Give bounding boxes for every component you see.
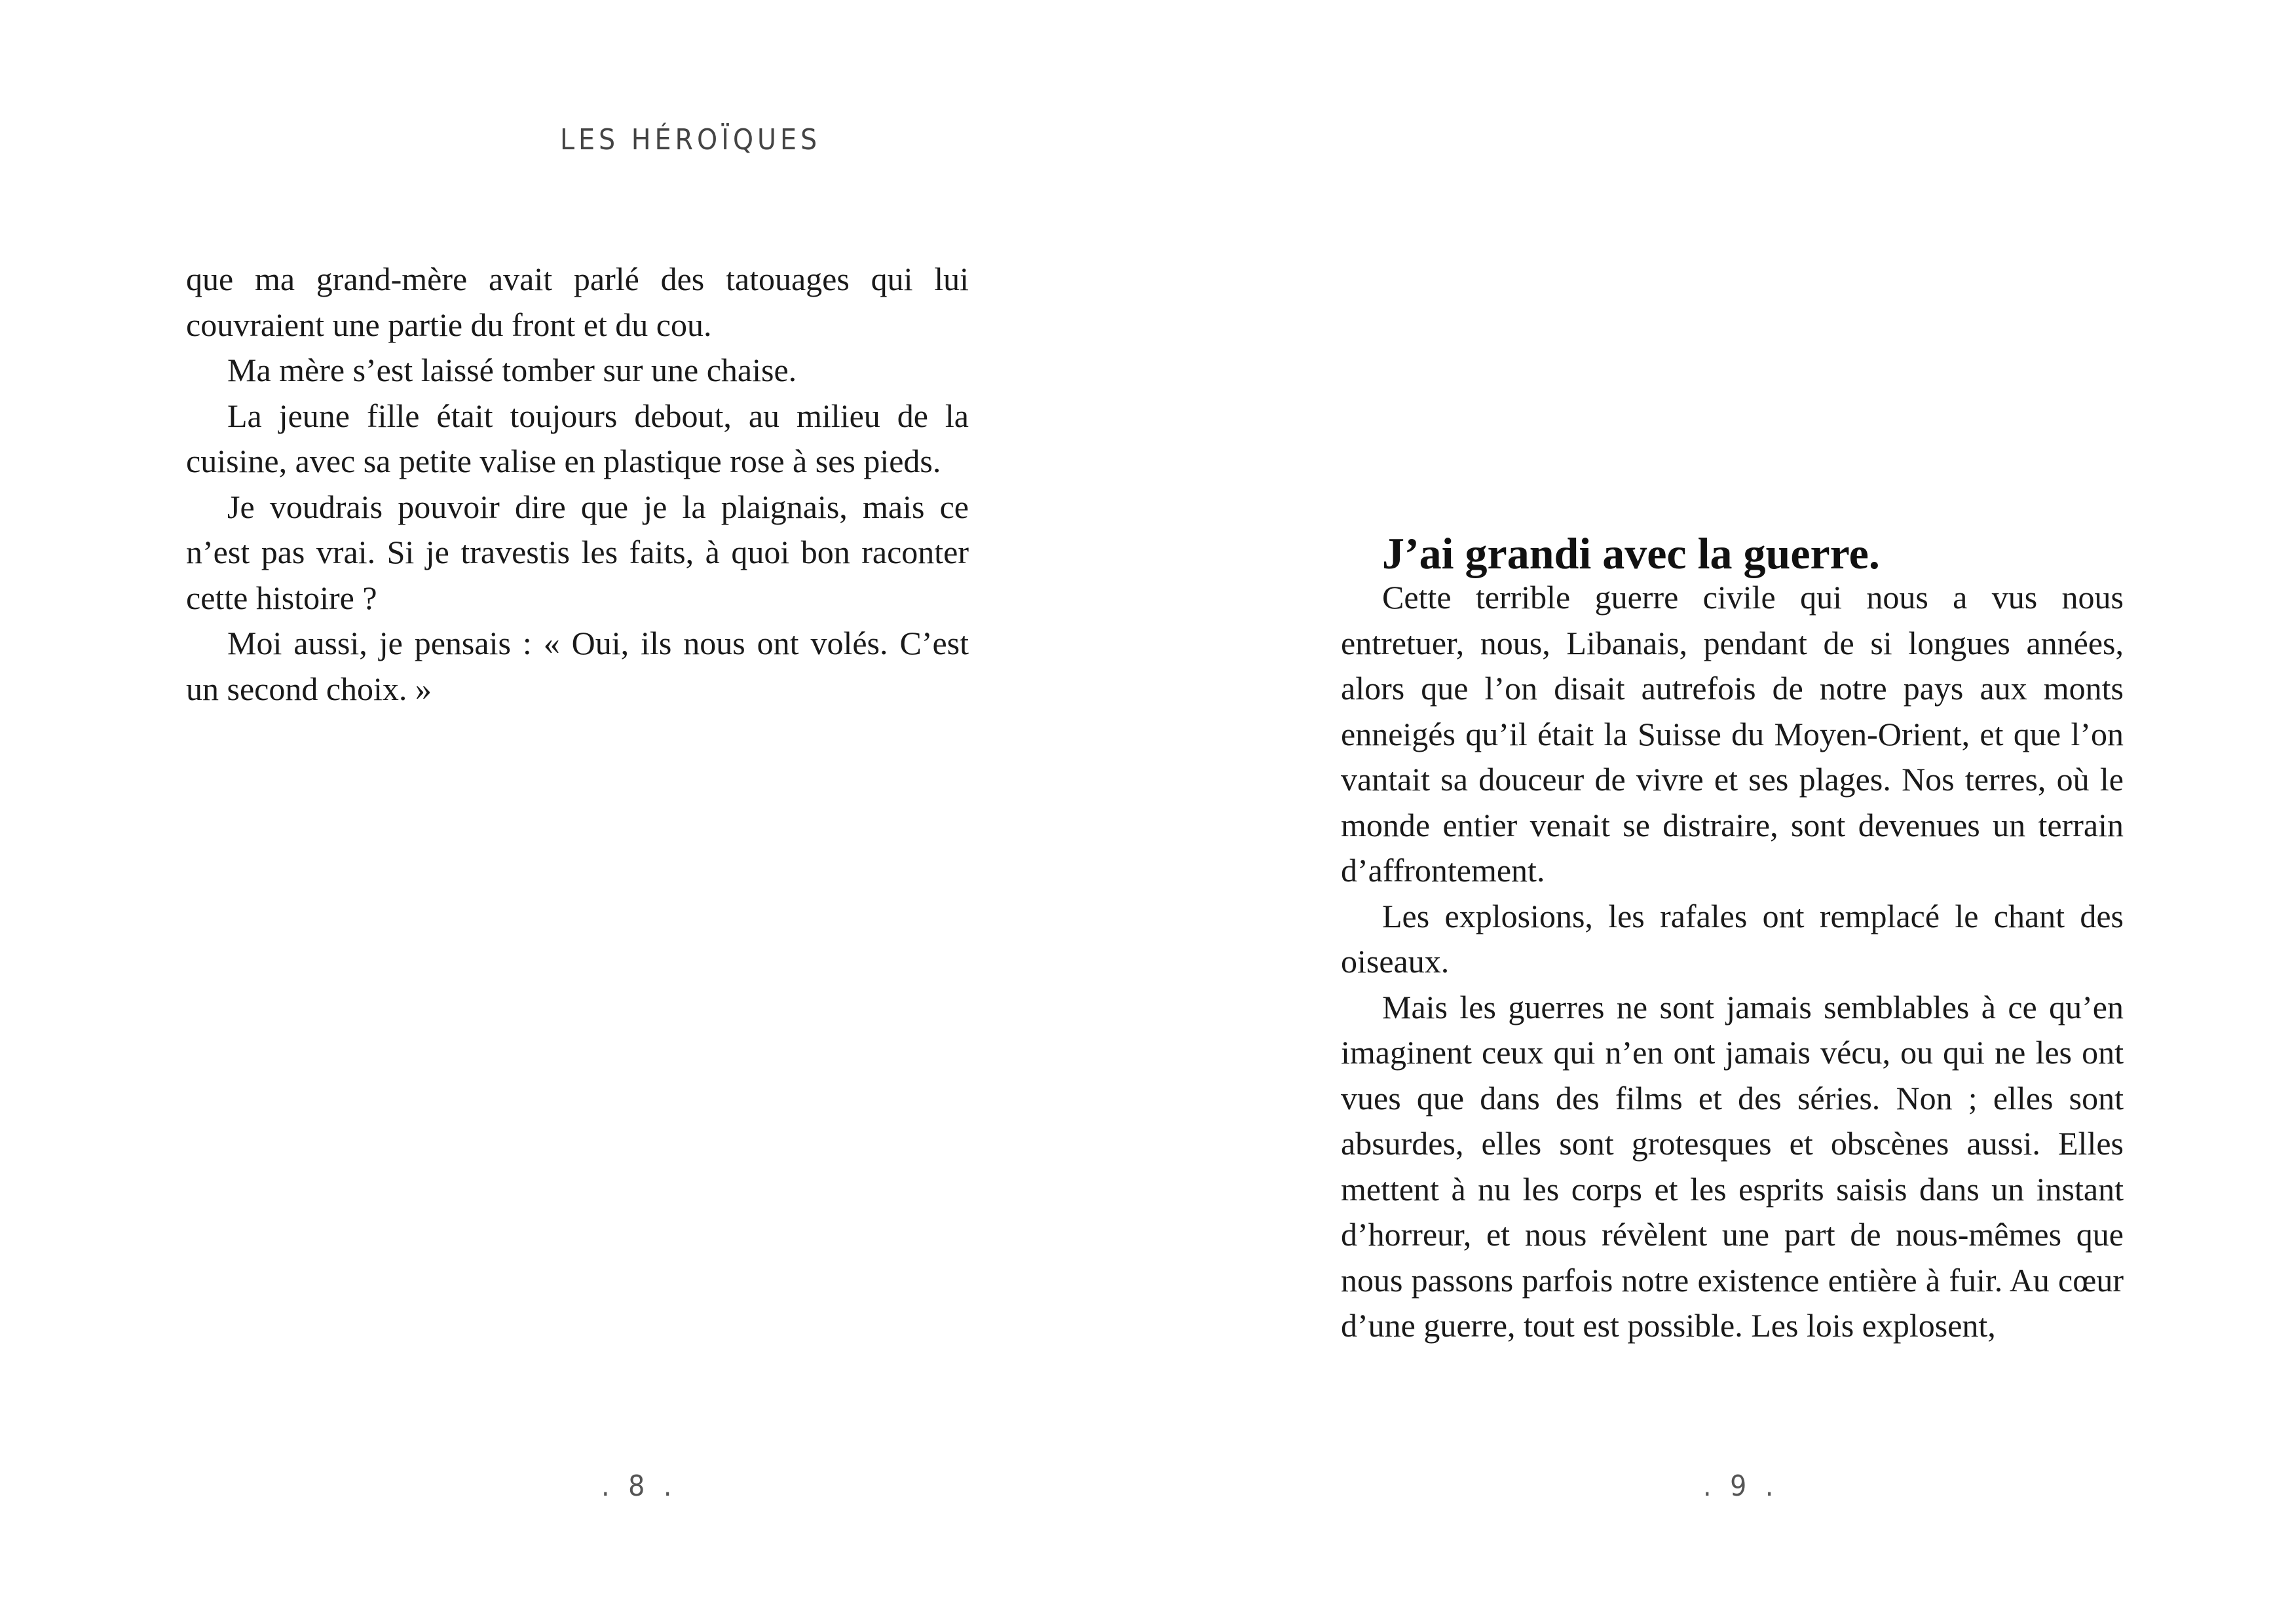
paragraph: Je voudrais pouvoir dire que je la plaignais, mais ce n’est pas vrai. Si je travestis les faits, à quoi bon raconter cette histoire ? xyxy=(186,488,969,616)
running-head: LES HÉROÏQUES xyxy=(560,123,821,157)
paragraph: Les explosions, les rafales ont remplacé le chant des oiseaux. xyxy=(1341,897,2124,980)
page-number: . 9 . xyxy=(1703,1469,1779,1503)
paragraph: que ma grand-mère avait parlé des tatouages qui lui couvraient une partie du front et du cou. xyxy=(186,261,969,343)
paragraph: Mais les guerres ne sont jamais semblables à ce qu’en imaginent ceux qui n’en ont jamais vécu, ou qui ne les ont vues que dans des films et des séries. Non ; elles sont absurdes, elles sont grotesques et obscènes aussi. Elles mettent à nu les corps et les esprits saisis dans un instant d’horreur, et nous révèlent une part de nous-mêmes que nous passons parfois notre existence entière à fuir. Au cœur d’une guerre, tout est possible. Les lois explosent, xyxy=(1341,988,2124,1344)
paragraph: La jeune fille était toujours debout, au milieu de la cuisine, avec sa petite valise en plastique rose à ses pieds. xyxy=(186,397,969,479)
right-page-body xyxy=(1341,575,2124,1349)
paragraph: Cette terrible guerre civile qui nous a vus nous entretuer, nous, Libanais, pendant de si longues années, alors que l’on disait autrefois de notre pays aux monts enneigés qu’il était la Suisse du Moyen-Orient, et que l’on vantait sa douceur de vivre et ses plages. Nos terres, où le monde entier venait se distraire, sont devenues un terrain d’affrontement. xyxy=(1341,579,2124,889)
paragraph: Ma mère s’est laissé tomber sur une chaise. xyxy=(227,352,797,388)
page-number: . 8 . xyxy=(601,1469,677,1503)
paragraph: Moi aussi, je pensais : « Oui, ils nous ont volés. C’est un second choix. » xyxy=(186,625,969,707)
left-page-body xyxy=(186,257,969,712)
chapter-heading: J’ai grandi avec la guerre. xyxy=(1382,528,1880,578)
